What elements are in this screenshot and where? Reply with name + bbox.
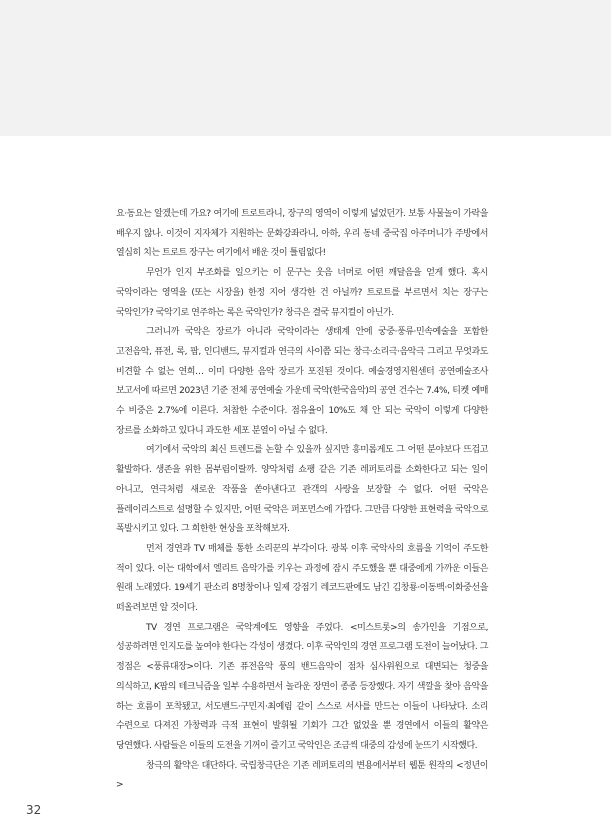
paragraph: 요·동요는 알겠는데 가요? 여기에 트로트라니, 장구의 영역이 이렇게 넓었던가. 보통 사물놀이 가락을 배우지 않나. 이것이 지자체가 지원하는 문화강좌라니, 아하, 우리 동네 중국집 아주머니가 주방에서 열심히 치는 트로트 장구는 여기에서 배운 것이 틀림없다!	[116, 209, 488, 259]
paragraph: 먼저 경연과 TV 매체를 통한 소리꾼의 부각이다. 광복 이후 국악사의 흐름을 기억이 주도한 적이 있다. 이는 대학에서 엘리트 음악가를 키우는 과정에 잠시 주도했을 뿐 대중에게 가까운 이들은 원래 노래였다. 19세기 판소리 8명창이나 일제 강점기 레코드판에도 남긴 김창룡·이동백·이화중선을 떠올려보면 알 것이다.	[116, 543, 488, 614]
page-number: 32	[26, 803, 42, 817]
paragraph: TV 경연 프로그램은 국악계에도 영향을 주었다. <미스트롯>의 송가인을 기점으로, 성공하려면 인지도를 높여야 한다는 각성이 생겼다. 이후 국악인의 경연 프로그램 도전이 늘어났다. 그 정점은 <풍류대장>이다. 기존 퓨전음악 풍의 밴드음악이 점차 심사위원으로 대변되는 청중을 의식하고, K팝의 테크닉즘을 일부 수용하면서 놀라운 장면이 종종 등장했다. 자기 색깔을 찾아 음악을 하는 흐름이 포착됐고, 서도밴드·구민지·최예림 같이 스스로 서사를 만드는 이들이 나타났다. 소리 수련으로 다져진 가창력과 극적 표현이 발휘될 기회가 그간 없었을 뿐 경연에서 이들의 활약은 당연했다. 사람들은 이들의 도전을 기꺼이 즐기고 국악인은 조금씩 대중의 감성에 눈뜨기 시작했다.	[116, 622, 488, 751]
top-gray-band	[0, 0, 611, 136]
article-body	[116, 205, 488, 796]
paragraph: 창극의 활약은 대단하다. 국립창극단은 기존 레퍼토리의 변용에서부터 웹툰 원작의 <정년이>	[116, 760, 488, 791]
paragraph: 그러니까 국악은 장르가 아니라 국악이라는 생태계 안에 궁중·풍류·민속예술을 포함한 고전음악, 퓨전, 록, 팝, 인디밴드, 뮤지컬과 연극의 사이쯤 되는 창극·소리극·음악극 그리고 무엇과도 비견할 수 없는 연희… 이미 다양한 음악 장르가 포진된 것이다. 예술경영지원센터 공연예술조사 보고서에 따르면 2023년 기준 전체 공연예술 가운데 국악(한국음악)의 공연 건수는 7.4%, 티켓 예매 수 비중은 2.7%에 이른다. 처참한 수준이다. 점유율이 10%도 채 안 되는 국악이 이렇게 다양한 장르를 소화하고 있다니 과도한 세포 분열이 아닐 수 없다.	[116, 327, 488, 436]
paragraph: 무언가 인지 부조화를 일으키는 이 문구는 웃음 너머로 어떤 깨달음을 얻게 했다. 혹시 국악이라는 영역을 (또는 시장을) 한정 지어 생각한 건 아닐까? 트로트를 부르면서 치는 장구는 국악인가? 국악기로 연주하는 록은 국악인가? 창극은 결국 뮤지컬이 아닌가.	[116, 268, 488, 318]
paragraph: 여기에서 국악의 최신 트렌드를 논할 수 있을까 싶지만 흥미롭게도 그 어떤 분야보다 뜨겁고 활발하다. 생존을 위한 몸부림이랄까. 양악처럼 쇼팽 같은 기존 레퍼토리를 소화한다고 되는 일이 아니고, 연극처럼 새로운 작품을 쏟아낸다고 관객의 사랑을 보장할 수 없다. 어떤 국악은 플레이리스트로 설명할 수 있지만, 어떤 국악은 퍼포먼스에 가깝다. 그만큼 다양한 표현력을 국악으로 폭발시키고 있다. 그 희한한 현상을 포착해보자.	[116, 445, 488, 535]
